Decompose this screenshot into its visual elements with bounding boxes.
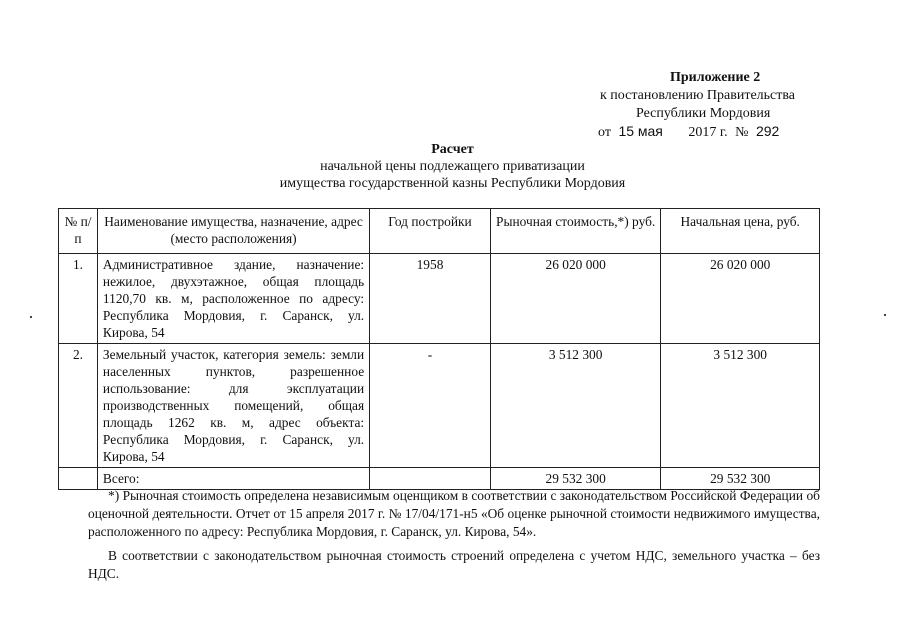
row-market-value: 3 512 300 (490, 344, 661, 468)
row-market-value: 26 020 000 (490, 254, 661, 344)
row-start-price: 26 020 000 (661, 254, 820, 344)
appendix-date-line (598, 123, 783, 141)
row-num: 1. (59, 254, 98, 344)
footnote-market-value: *) Рыночная стоимость определена независимым оценщиком в соответствии с законодательством Российской Федерации об оценочной деятельности. Отчет от 15 апреля 2017 г. № 17/04/171-н5 «Об оценке рыночной стоимости недвижимого имущества, расположенного по адресу: Республика Мордовия, г. Саранск, ул. Кирова, 54». (88, 488, 820, 539)
date-prefix: от (598, 125, 611, 140)
row-name: Земельный участок, категория земель: земли населенных пунктов, разрешенное использование: для эксплуатации производственных помещений, общая площадь 1262 кв. м, адрес объекта: Республика Мордовия, г. Саранск, ул. Кирова, 54 (97, 344, 369, 468)
date-day-month: 15 мая (618, 123, 663, 139)
number-value: 292 (755, 123, 780, 139)
header-year: Год постройки (370, 209, 491, 254)
scan-speck (884, 314, 886, 316)
document-title: Расчет (431, 142, 474, 157)
table-row (59, 254, 820, 344)
document-subtitle-line2: имущества государственной казны Республики Мордовия (279, 176, 626, 191)
table-row (59, 344, 820, 468)
appendix-line-resolution: к постановлению Правительства (600, 88, 796, 103)
total-label: Всего: (97, 468, 369, 490)
number-sign: № (735, 125, 749, 140)
scan-speck (30, 316, 32, 318)
date-year: 2017 г. (688, 125, 728, 140)
document-subtitle-line1: начальной цены подлежащего приватизации (320, 159, 585, 174)
header-num: № п/п (59, 209, 98, 254)
total-market-value: 29 532 300 (490, 468, 661, 490)
header-name: Наименование имущества, назначение, адрес (место расположения) (97, 209, 369, 254)
header-start-price: Начальная цена, руб. (661, 209, 820, 254)
total-start-price: 29 532 300 (661, 468, 820, 490)
footnote-vat: В соответствии с законодательством рыночная стоимость строений определена с учетом НДС, земельного участка – без НДС. (88, 548, 820, 581)
table-header-row (59, 209, 820, 254)
header-market-value: Рыночная стоимость,*) руб. (490, 209, 661, 254)
row-name: Административное здание, назначение: нежилое, двухэтажное, общая площадь 1120,70 кв. м, расположенное по адресу: Республика Мордовия, г. Саранск, ул. Кирова, 54 (97, 254, 369, 344)
row-year: 1958 (370, 254, 491, 344)
row-year: - (370, 344, 491, 468)
row-start-price: 3 512 300 (661, 344, 820, 468)
valuation-table (58, 208, 820, 490)
appendix-line-republic: Республики Мордовия (636, 106, 771, 121)
appendix-title: Приложение 2 (670, 70, 761, 85)
footnotes (88, 487, 820, 583)
row-num: 2. (59, 344, 98, 468)
